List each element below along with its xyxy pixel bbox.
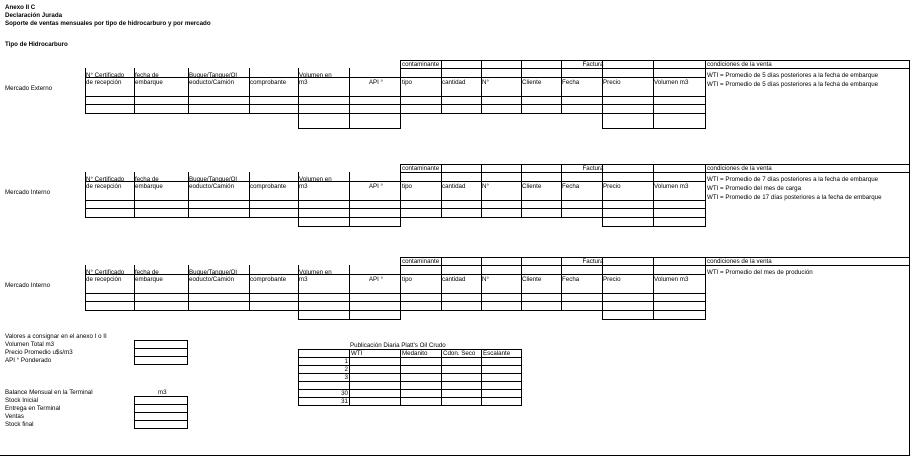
grid-line xyxy=(705,265,910,266)
sale-condition: WTI = Promedio de 17 días posteriores a la fecha de embarque xyxy=(707,194,882,201)
grid-line xyxy=(521,164,522,218)
grid-line xyxy=(705,60,706,114)
platts-grid-line xyxy=(441,349,442,406)
contaminant-header: contaminante xyxy=(402,165,440,172)
cert-header: N° Certificado xyxy=(86,269,125,276)
grid-line xyxy=(481,257,482,311)
sales-label: Ventas xyxy=(5,413,24,420)
total-cell[interactable] xyxy=(298,113,350,129)
grid-line xyxy=(705,164,706,218)
api-header: API ° xyxy=(368,276,383,283)
invoice-volume-header: Volumen m3 xyxy=(654,79,689,86)
cert-header: N° Certificado xyxy=(86,176,125,183)
sale-condition: WTI = Promedio del mes de carga xyxy=(707,185,802,192)
platts-grid-line xyxy=(349,349,350,406)
sale-conditions-header: condiciones de la venta xyxy=(707,258,772,265)
platts-grid-line xyxy=(400,349,401,406)
total-cell[interactable] xyxy=(653,217,706,227)
cert-header: N° Certificado xyxy=(86,72,125,79)
quantity-header: cantidad xyxy=(442,79,466,86)
invoice-date-header: Fecha xyxy=(562,79,580,86)
platts-grid-line xyxy=(298,381,522,382)
platts-column-header: WTI xyxy=(351,350,363,357)
platts-grid-line xyxy=(521,349,522,406)
invoice-header: Factura xyxy=(582,165,604,172)
type-header: tipo xyxy=(402,79,412,86)
grid-line xyxy=(85,274,705,275)
vessel-header: eoducto/Camión xyxy=(189,276,235,283)
sale-condition: WTI = Promedio del mes de produción xyxy=(707,269,813,276)
grid-line xyxy=(561,257,562,311)
total-cell[interactable] xyxy=(653,113,706,129)
grid-line xyxy=(349,68,350,114)
price-header: Precio xyxy=(603,183,621,190)
market-label: Mercado Interno xyxy=(5,282,51,289)
ship-date-header: fecha de xyxy=(135,176,159,183)
grid-line xyxy=(85,200,705,201)
invoice-volume-header: Volumen m3 xyxy=(654,276,689,283)
grid-line xyxy=(705,257,706,311)
quantity-header: cantidad xyxy=(442,276,466,283)
grid-line xyxy=(441,60,442,114)
platts-day: 30 xyxy=(341,390,348,397)
grid-line xyxy=(85,293,705,294)
grid-line xyxy=(521,257,522,311)
grid-line xyxy=(481,164,482,218)
total-cell[interactable] xyxy=(653,310,706,320)
invoice-date-header: Fecha xyxy=(562,276,580,283)
contaminant-header: contaminante xyxy=(402,61,440,68)
sale-conditions-header: condiciones de la venta xyxy=(707,165,772,172)
volume-header: m3 xyxy=(299,276,308,283)
grid-line xyxy=(349,172,350,218)
grid-line xyxy=(561,60,562,114)
grid-line xyxy=(653,164,654,218)
vessel-header: Buque/Tanque/Ol xyxy=(189,72,237,79)
ship-date-header: fecha de xyxy=(135,72,159,79)
volume-header: Volumen en xyxy=(299,269,332,276)
page-border xyxy=(909,60,910,455)
stock-final-field[interactable] xyxy=(134,420,188,429)
total-cell[interactable] xyxy=(298,310,350,320)
grid-line xyxy=(653,257,654,311)
market-label: Mercado Interno xyxy=(5,189,51,196)
balance-unit: m3 xyxy=(158,389,167,396)
stock-final-label: Stock final xyxy=(5,421,34,428)
grid-line xyxy=(349,265,350,311)
invoice-number-header: N° xyxy=(482,276,489,283)
total-cell[interactable] xyxy=(298,217,350,227)
price-header: Precio xyxy=(603,79,621,86)
vessel-header: Buque/Tanque/Ol xyxy=(189,176,237,183)
invoice-date-header: Fecha xyxy=(562,183,580,190)
price-header: Precio xyxy=(603,276,621,283)
client-header: Cliente xyxy=(522,79,542,86)
grid-line xyxy=(85,96,705,97)
platts-grid-line xyxy=(481,349,482,406)
balance-label: Balance Mensual en la Terminal xyxy=(5,389,93,396)
grid-line xyxy=(602,60,603,114)
ship-date-header: embarque xyxy=(135,183,163,190)
grid-line xyxy=(481,60,482,114)
client-header: Cliente xyxy=(522,276,542,283)
invoice-header: Factura xyxy=(582,61,604,68)
platts-day: 3 xyxy=(344,374,348,381)
type-header: tipo xyxy=(402,276,412,283)
sale-condition: WTI = Promedio de 7 días posteriores a la fecha de embarque xyxy=(707,176,879,183)
api-header: API ° xyxy=(368,183,383,190)
market-label: Mercado Externo xyxy=(5,85,53,92)
platts-day: 31 xyxy=(341,398,348,405)
weighted-api-field[interactable] xyxy=(134,356,188,365)
total-cell[interactable] xyxy=(349,113,401,129)
api-header: API ° xyxy=(368,79,383,86)
vessel-header: eoducto/Camión xyxy=(189,79,235,86)
voucher-header: comprobante xyxy=(250,276,287,283)
grid-line xyxy=(561,164,562,218)
contaminant-header: contaminante xyxy=(402,258,440,265)
stock-initial-label: Stock Inicial xyxy=(5,397,39,404)
total-cell[interactable] xyxy=(602,217,654,227)
doc-title: Anexo II C xyxy=(5,4,36,11)
grid-line xyxy=(85,208,705,209)
hydrocarbon-type-label: Tipo de Hidrocarburo xyxy=(5,41,68,48)
grid-line xyxy=(85,77,705,78)
invoice-volume-header: Volumen m3 xyxy=(654,183,689,190)
vessel-header: Buque/Tanque/Ol xyxy=(189,269,237,276)
grid-line xyxy=(85,181,705,182)
ship-date-header: embarque xyxy=(135,276,163,283)
total-cell[interactable] xyxy=(602,310,654,320)
grid-line xyxy=(400,257,401,311)
total-cell[interactable] xyxy=(349,217,401,227)
total-cell[interactable] xyxy=(602,113,654,129)
platts-title: Publicación Diaria Platt's Oil Crudo xyxy=(350,342,446,349)
platts-column-header: Medanito xyxy=(402,350,428,357)
grid-line xyxy=(653,60,654,114)
terminal-delivery-label: Entrega en Terminal xyxy=(5,405,61,412)
volume-header: m3 xyxy=(299,183,308,190)
average-price-label: Precio Promedio u$s/m3 xyxy=(5,349,73,356)
grid-line xyxy=(602,257,603,311)
type-header: tipo xyxy=(402,183,412,190)
sale-condition: WTI = Promedio de 5 días posteriores a la fecha de embarque xyxy=(707,72,879,79)
client-header: Cliente xyxy=(522,183,542,190)
weighted-api-label: API ° Ponderado xyxy=(5,357,52,364)
cert-header: de recepción xyxy=(86,79,122,86)
voucher-header: comprobante xyxy=(250,79,287,86)
ship-date-header: embarque xyxy=(135,79,163,86)
grid-line xyxy=(441,164,442,218)
sale-condition: WTI = Promedio de 5 días posteriores a la fecha de embarque xyxy=(707,81,879,88)
doc-subtitle: Declaración Jurada xyxy=(5,12,63,19)
summary-intro: Valores a consignar en el anexo I o II xyxy=(5,333,107,340)
quantity-header: cantidad xyxy=(442,183,466,190)
platts-grid-line xyxy=(298,405,522,406)
platts-column-header: Escalante xyxy=(483,350,511,357)
sale-conditions-header: condiciones de la venta xyxy=(707,61,772,68)
grid-line xyxy=(705,68,910,69)
cert-header: de recepción xyxy=(86,276,122,283)
grid-line xyxy=(441,257,442,311)
platts-day: 1 xyxy=(344,358,348,365)
total-volume-label: Volumen Total m3 xyxy=(5,341,55,348)
invoice-header: Factura xyxy=(582,258,604,265)
invoice-number-header: N° xyxy=(482,183,489,190)
invoice-number-header: N° xyxy=(482,79,489,86)
grid-line xyxy=(521,60,522,114)
grid-line xyxy=(249,172,250,218)
grid-line xyxy=(400,60,401,114)
grid-line xyxy=(85,104,705,105)
grid-line xyxy=(602,164,603,218)
volume-header: Volumen en xyxy=(299,176,332,183)
grid-line xyxy=(705,172,910,173)
doc-description: Soporte de ventas mensuales por tipo de hidrocarburo y por mercado xyxy=(5,20,211,27)
grid-line xyxy=(249,265,250,311)
ship-date-header: fecha de xyxy=(135,269,159,276)
total-cell[interactable] xyxy=(349,310,401,320)
voucher-header: comprobante xyxy=(250,183,287,190)
cert-header: de recepción xyxy=(86,183,122,190)
grid-line xyxy=(249,68,250,114)
vessel-header: eoducto/Camión xyxy=(189,183,235,190)
platts-column-header: Cdon. Seco xyxy=(443,350,476,357)
platts-day: 2 xyxy=(344,366,348,373)
volume-header: Volumen en xyxy=(299,72,332,79)
grid-line xyxy=(85,301,705,302)
grid-line xyxy=(400,164,401,218)
volume-header: m3 xyxy=(299,79,308,86)
